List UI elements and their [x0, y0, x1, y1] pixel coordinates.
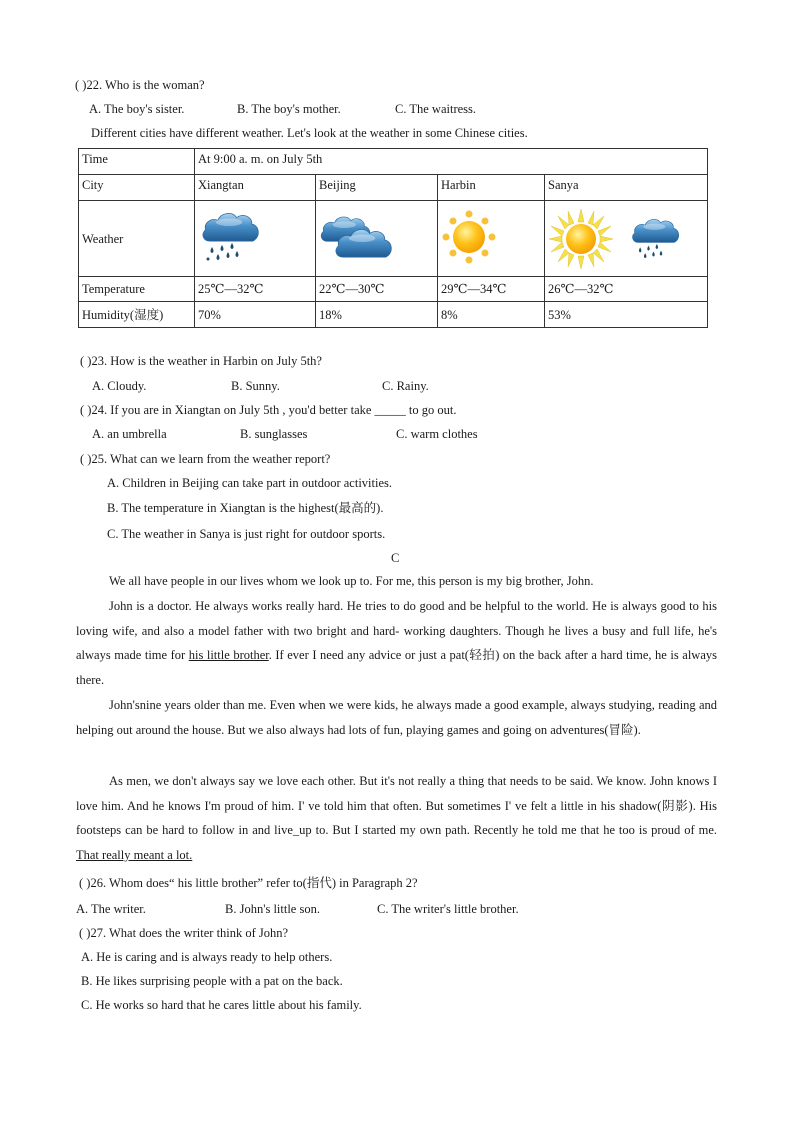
- sun-and-rain-icon: [548, 208, 704, 270]
- city-xiangtan: Xiangtan: [195, 175, 316, 201]
- weather-label: Weather: [79, 201, 195, 277]
- city-label: City: [79, 175, 195, 201]
- table-row-city: [79, 175, 708, 201]
- humidity-label: Humidity(湿度): [79, 302, 195, 328]
- time-label: Time: [79, 149, 195, 175]
- q22-option-b: B. The boy's mother.: [237, 102, 341, 116]
- q23-option-c: C. Rainy.: [382, 379, 429, 393]
- q24-option-a: A. an umbrella: [92, 427, 167, 441]
- q23-option-a: A. Cloudy.: [92, 379, 147, 393]
- section-letter: C: [391, 551, 400, 565]
- q26-option-b: B. John's little son.: [225, 902, 320, 916]
- p4-text-before: As men, we don't always say we love each other. But it's not really a thing that needs to be said. We know. John knows I love him. And he knows I'm proud of him. I' ve told him that often. But sometimes I' ve felt a little in his shadow(阴影). His footsteps can be hard to follow in and live_up to. But I started my own path. Recently he told me that he too is proud of me.: [76, 774, 717, 838]
- humidity-beijing: 18%: [316, 302, 438, 328]
- city-beijing: Beijing: [316, 175, 438, 201]
- humidity-harbin: 8%: [438, 302, 545, 328]
- table-row-time: [79, 149, 708, 175]
- weather-intro-text: Different cities have different weather. Let's look at the weather in some Chinese cities.: [91, 126, 528, 140]
- question-26-stem: ( )26. Whom does“ his little brother” refer to(指代) in Paragraph 2?: [79, 876, 418, 890]
- q22-option-a: A. The boy's sister.: [89, 102, 185, 116]
- question-27-stem: ( )27. What does the writer think of John?: [79, 926, 289, 940]
- weather-sanya: [545, 201, 708, 277]
- temperature-harbin: 29℃—34℃: [438, 277, 545, 302]
- temperature-sanya: 26℃—32℃: [545, 277, 708, 302]
- cloudy-icon: [319, 211, 397, 263]
- city-sanya: Sanya: [545, 175, 708, 201]
- question-23-stem: ( )23. How is the weather in Harbin on July 5th?: [80, 354, 322, 368]
- weather-xiangtan: [195, 201, 316, 277]
- q27-option-c: C. He works so hard that he cares little about his family.: [81, 998, 362, 1012]
- weather-harbin: [438, 201, 545, 277]
- weather-table: [78, 148, 708, 328]
- city-harbin: Harbin: [438, 175, 545, 201]
- q25-option-a: A. Children in Beijing can take part in outdoor activities.: [107, 476, 393, 490]
- q27-option-a: A. He is caring and is always ready to help others.: [81, 950, 333, 964]
- q25-option-b: B. The temperature in Xiangtan is the highest(最高的).: [107, 501, 384, 515]
- temperature-beijing: 22℃—30℃: [316, 277, 438, 302]
- weather-beijing: [316, 201, 438, 277]
- q24-option-c: C. warm clothes: [396, 427, 478, 441]
- table-row-humidity: [79, 302, 708, 328]
- q27-option-b: B. He likes surprising people with a pat on the back.: [81, 974, 343, 988]
- question-22-stem: ( )22. Who is the woman?: [75, 78, 205, 92]
- rain-cloud-icon: [198, 207, 264, 267]
- rain-cloud-icon: [628, 214, 684, 264]
- q26-option-c: C. The writer's little brother.: [377, 902, 519, 916]
- underlined-that-really-meant-a-lot: That really meant a lot.: [76, 847, 193, 862]
- passage-paragraph-2: [76, 594, 717, 692]
- underlined-his-little-brother: his little brother: [188, 648, 269, 663]
- sunny-icon: [548, 208, 614, 270]
- table-row-temperature: [79, 277, 708, 302]
- passage-paragraph-4: [76, 769, 717, 867]
- passage-paragraph-1: We all have people in our lives whom we look up to. For me, this person is my big brother, John.: [109, 574, 594, 588]
- q24-option-b: B. sunglasses: [240, 427, 308, 441]
- question-24-stem: ( )24. If you are in Xiangtan on July 5th , you'd better take _____ to go out.: [80, 403, 457, 417]
- q25-option-c: C. The weather in Sanya is just right for outdoor sports.: [107, 527, 386, 541]
- table-row-weather: [79, 201, 708, 277]
- temperature-label: Temperature: [79, 277, 195, 302]
- passage-paragraph-3: John'snine years older than me. Even when we were kids, he always made a good example, always studying, reading and helping out around the house. But we also always had lots of fun, playing games and going on adventures(冒险).: [76, 698, 717, 737]
- p2-text-after: . If ever I need any advice or just a pat(轻拍) on the back after a hard time, he is always there.: [76, 648, 717, 687]
- sun-icon: [441, 209, 497, 265]
- q23-option-b: B. Sunny.: [231, 379, 280, 393]
- humidity-xiangtan: 70%: [195, 302, 316, 328]
- p2-text-before: John is a doctor. He always works really hard. He tries to do good and be helpful to the world. He is always good to his loving wife, and also a model father with two bright and hard- working daughters. Though he lives a busy and full life, he's always made time for: [76, 599, 717, 663]
- time-value: At 9:00 a. m. on July 5th: [195, 149, 708, 175]
- q22-option-c: C. The waitress.: [395, 102, 477, 116]
- q26-option-a: A. The writer.: [76, 902, 146, 916]
- humidity-sanya: 53%: [545, 302, 708, 328]
- question-25-stem: ( )25. What can we learn from the weather report?: [80, 452, 331, 466]
- temperature-xiangtan: 25℃—32℃: [195, 277, 316, 302]
